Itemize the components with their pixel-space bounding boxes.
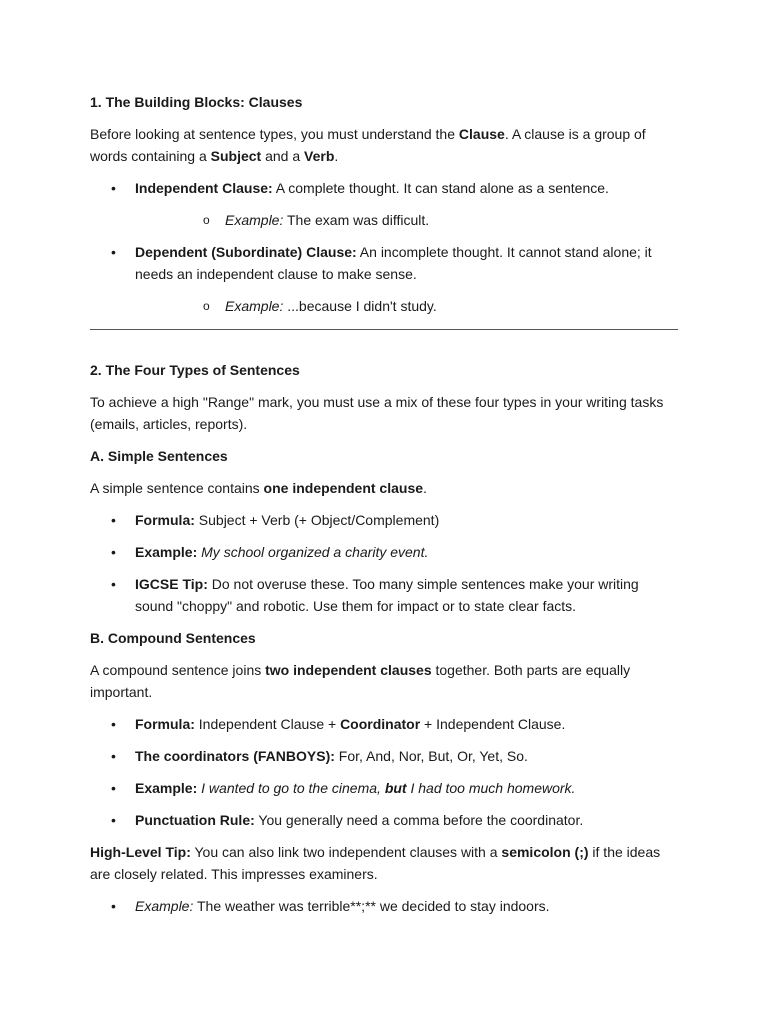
simple-sentence-description: A simple sentence contains one independent clause. <box>90 480 427 496</box>
clause-intro-paragraph: Before looking at sentence types, you must understand the Clause. A clause is a group of words containing a Subject and a Verb. <box>90 126 646 164</box>
list-item-independent-clause: • Independent Clause: A complete thought. It can stand alone as a sentence. o Example: The exam was difficult. <box>90 177 680 231</box>
list-item-fanboys: • The coordinators (FANBOYS): For, And, Nor, But, Or, Yet, So. <box>90 745 680 767</box>
list-item-independent-example: o Example: The exam was difficult. <box>135 209 680 231</box>
clause-types-list <box>90 177 680 317</box>
subheading-compound-sentences: B. Compound Sentences <box>90 630 256 646</box>
simple-sentence-list <box>90 509 680 617</box>
list-item-semicolon-example: • Example: The weather was terrible**;** we decided to stay indoors. <box>90 895 680 917</box>
list-item-dependent-clause: • Dependent (Subordinate) Clause: An incomplete thought. It cannot stand alone; it needs an independent clause to make sense. o Example: ...because I didn't study. <box>90 241 680 317</box>
list-item-punctuation-rule: • Punctuation Rule: You generally need a comma before the coordinator. <box>90 809 680 831</box>
list-item-compound-formula: • Formula: Independent Clause + Coordinator + Independent Clause. <box>90 713 680 735</box>
list-item-igcse-tip: • IGCSE Tip: Do not overuse these. Too many simple sentences make your writing sound "choppy" and robotic. Use them for impact or to state clear facts. <box>90 573 680 617</box>
compound-sentence-list <box>90 713 680 831</box>
high-level-tip-paragraph: High-Level Tip: You can also link two independent clauses with a semicolon (;) if the ideas are closely related. This impresses examiners. <box>90 844 661 882</box>
semicolon-example-list <box>90 895 680 917</box>
dependent-example-list <box>135 295 680 317</box>
section-heading-clauses: 1. The Building Blocks: Clauses <box>90 94 303 110</box>
list-item-dependent-example: o Example: ...because I didn't study. <box>135 295 680 317</box>
list-item-simple-formula: • Formula: Subject + Verb (+ Object/Complement) <box>90 509 680 531</box>
list-item-compound-example: • Example: I wanted to go to the cinema, but I had too much homework. <box>90 777 680 799</box>
independent-example-list <box>135 209 680 231</box>
term-verb: Verb <box>304 148 335 164</box>
document-body <box>90 91 680 917</box>
list-item-simple-example: • Example: My school organized a charity event. <box>90 541 680 563</box>
term-clause: Clause <box>458 126 505 142</box>
section-divider <box>90 329 678 330</box>
compound-sentence-description: A compound sentence joins two independent clauses together. Both parts are equally important. <box>90 662 631 700</box>
section-heading-sentence-types: 2. The Four Types of Sentences <box>90 362 300 378</box>
sentence-types-intro: To achieve a high "Range" mark, you must use a mix of these four types in your writing tasks (emails, articles, reports). <box>90 394 664 432</box>
term-subject: Subject <box>210 148 262 164</box>
subheading-simple-sentences: A. Simple Sentences <box>90 448 228 464</box>
